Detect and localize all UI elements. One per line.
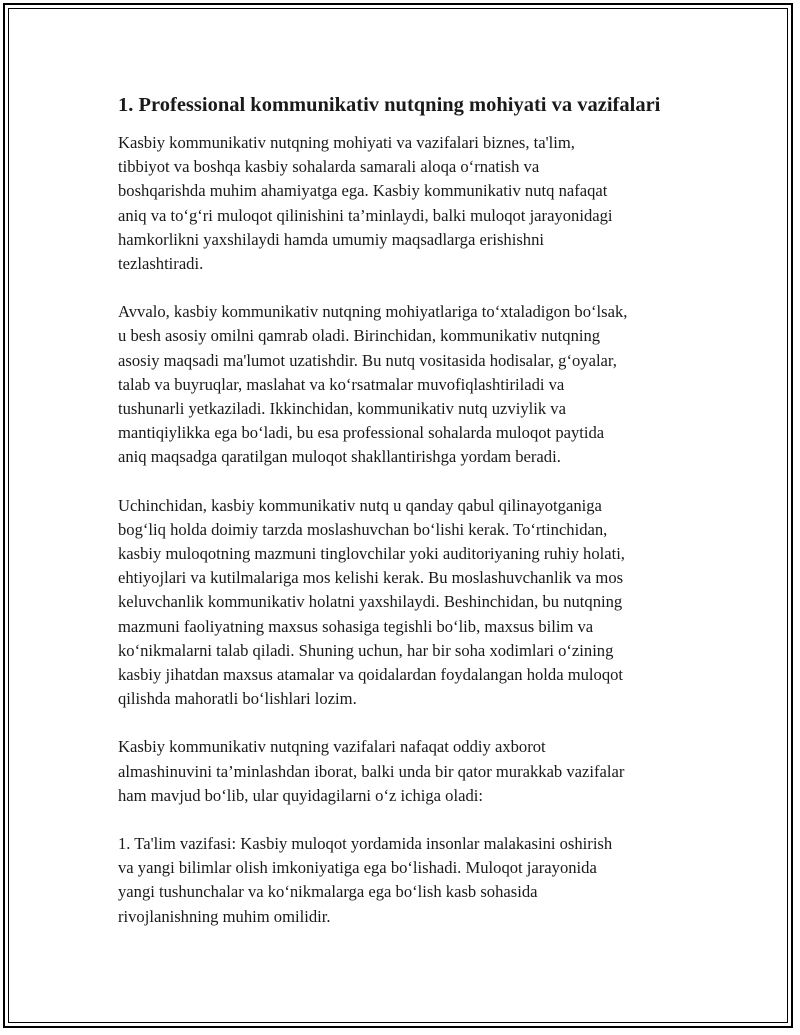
paragraph-intro: Kasbiy kommunikativ nutqning mohiyati va vazifalari biznes, ta'lim, tibbiyot va boshqa kasbiy sohalarda samarali aloqa oʻrnatish va boshqarishda muhim ahamiyatga ega. Kasbiy kommunikativ nutq nafaqat aniq va toʻgʻri muloqot qilinishini ta’minlaydi, balki muloqot jarayonidagi hamkorlikni yaxshilaydi hamda umumiy maqsadlarga erishishni tezlashtiradi. — [118, 133, 613, 274]
paragraph-functions-intro: Kasbiy kommunikativ nutqning vazifalari nafaqat oddiy axborot almashinuvini ta’minlashdan iborat, balki unda bir qator murakkab vazifalar ham mavjud boʻlib, ular quyidagilarni oʻz ichiga oladi: — [118, 737, 625, 805]
paragraph-adaptability: Uchinchidan, kasbiy kommunikativ nutq u qanday qabul qilinayotganiga bogʻliq holda doimiy tarzda moslashuvchan boʻlishi kerak. Toʻrtinchidan, kasbiy muloqotning mazmuni tinglovchilar yoki auditoriyaning ruhiy holati, ehtiyojlari va kutilmalariga mos kelishi kerak. Bu moslashuvchanlik va mos keluvchanlik kommunikativ holatni yaxshilaydi. Beshinchidan, bu nutqning mazmuni faoliyatning maxsus sohasiga tegishli boʻlib, maxsus bilim va koʻnikmalarni talab qiladi. Shuning uchun, har bir soha xodimlari oʻzining kasbiy jihatdan maxsus atamalar va qoidalardan foydalangan holda muloqot qilishda mahoratli boʻlishlari lozim. — [118, 495, 625, 709]
section-heading: 1. Professional kommunikativ nutqning mohiyati va vazifalari — [118, 94, 661, 116]
document-body — [118, 92, 698, 953]
paragraph-essence: Avvalo, kasbiy kommunikativ nutqning mohiyatlariga toʻxtaladigon boʻlsak, u besh asosiy omilni qamrab oladi. Birinchidan, kommunikativ nutqning asosiy maqsadi ma'lumot uzatishdir. Bu nutq vositasida hodisalar, gʻoyalar, talab va buyruqlar, maslahat va koʻrsatmalar muvofiqlashtiriladi va tushunarli yetkaziladi. Ikkinchidan, kommunikativ nutq uzviylik va mantiqiylikka ega boʻladi, bu esa professional sohalarda muloqot paytida aniq maqsadga qaratilgan muloqot shakllantirishga yordam beradi. — [118, 302, 628, 467]
paragraph-education-function: 1. Ta'lim vazifasi: Kasbiy muloqot yordamida insonlar malakasini oshirish va yangi bilimlar olish imkoniyatiga ega boʻlishadi. Muloqot jarayonida yangi tushunchalar va koʻnikmalarga ega boʻlish kasb sohasida rivojlanishning muhim omilidir. — [118, 834, 613, 926]
